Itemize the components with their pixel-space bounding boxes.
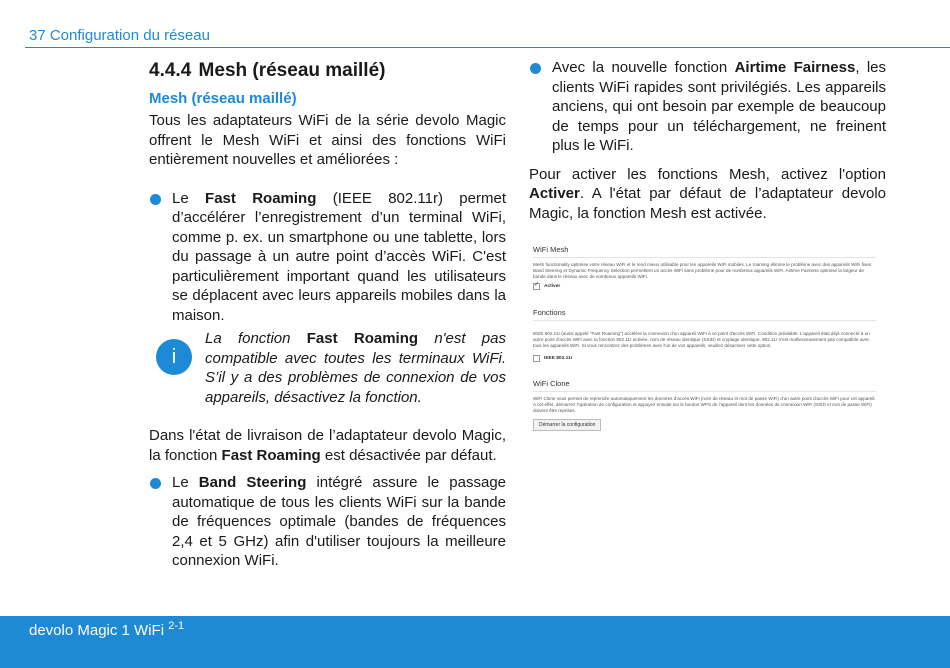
bullet-keyword: Airtime Fairness [734, 59, 856, 76]
wifi-mesh-heading: WiFi Mesh [533, 245, 569, 254]
bullet-text: Avec la nouvelle fonction [552, 59, 735, 76]
ieee-label: IEEE 802.11r [544, 356, 573, 361]
left-column [149, 58, 506, 571]
paragraph-text: Dans l'état de livraison de l’adaptateur devolo Magic, la fonction [149, 427, 506, 464]
footer-product-name: devolo Magic 1 WiFi [29, 622, 165, 639]
bullet-airtime-fairness [529, 58, 886, 156]
info-text: La fonction [205, 330, 307, 347]
activate-paragraph [529, 165, 886, 224]
page-footer [0, 616, 950, 668]
header-divider [25, 47, 950, 48]
wifi-mesh-description: Mesh functionality optimise votre réseau WiFi et le rend mieux utilisable pour les appareils WiFi mobiles. Le roaming élimine le problème avec des appareils WiFi fixes. Band Steering et Dynamic Frequency Selection permettent un accès WiFi sans problème pour de nombreux appareils WiFi. Airtime Fairness optimise la largeur de bande dans le réseau avec de nombreux appareils WiFi. [533, 262, 873, 279]
footer-version: 2-1 [168, 620, 185, 632]
activer-label: Activer [544, 284, 561, 289]
divider [533, 391, 876, 392]
bullet-dot-icon [150, 194, 161, 205]
info-icon: i [156, 339, 192, 375]
checkbox-checked-icon[interactable] [533, 283, 540, 290]
fonctions-heading: Fonctions [533, 308, 566, 317]
right-column [529, 58, 886, 223]
wifi-clone-heading: WiFi Clone [533, 379, 570, 388]
info-note [149, 329, 506, 407]
section-heading [149, 58, 506, 84]
wifi-clone-description: WiFi Clone vous permet de reprendre automatiquement les données d'accès WiFi (nom de réseau et mot de passe WiFi) d'un autre point d'accès WiFi pour cet appareil. A cet effet, démarrez l'opération de configuration et appuyez ensuite sur le bouton WPS de l'appareil dont les données de connexion WiFi (SSID et mot de passe WiFi) doivent être reprises. [533, 396, 876, 413]
section-title: Mesh (réseau maillé) [198, 60, 386, 81]
bullet-keyword: Band Steering [198, 474, 307, 491]
page-header [0, 0, 950, 48]
paragraph-keyword: Fast Roaming [221, 446, 321, 464]
info-text: n'est pas compatible avec toutes les terminaux WiFi. S’il y a des problèmes de connexion de vos appareils, désactivez la fonction. [205, 330, 506, 406]
divider [533, 320, 876, 321]
checkbox-unchecked-icon[interactable] [533, 355, 540, 362]
footer-product [29, 620, 184, 639]
bullet-dot-icon [150, 478, 161, 489]
ui-screenshot [533, 245, 876, 460]
bullet-dot-icon [530, 63, 541, 74]
paragraph-text: . A l'état par défaut de l’adaptateur devolo Magic, la fonction Mesh est activée. [529, 185, 886, 222]
bullet-text: (IEEE 802.11r) permet d’accélérer l’enregistrement d’un terminal WiFi, comme p. ex. un smartphone ou une tablette, lors du passage à un autre point d’accès WiFi. C'est particulièrement important quand les utilisateurs se déplacent avec leurs appareils mobiles dans la maison. [172, 189, 506, 324]
delivery-paragraph [149, 426, 506, 465]
paragraph-text: Pour activer les fonctions Mesh, activez l'option [529, 165, 886, 183]
divider [533, 257, 876, 258]
activer-checkbox[interactable] [533, 283, 876, 290]
running-header: 37 Configuration du réseau [29, 27, 210, 44]
bullet-text: Le [172, 474, 199, 491]
ieee-80211r-checkbox[interactable] [533, 355, 876, 362]
bullet-text: intégré assure le passage automatique de tous les clients WiFi sur la bande de fréquences optimale (bandes de fréquences 2,4 et 5 GHz) afin d'utiliser toujours la meilleure connexion WiFi. [172, 474, 506, 569]
paragraph-keyword: Activer [529, 185, 580, 202]
section-number: 4.4.4 [149, 60, 192, 81]
bullet-band-steering [149, 473, 506, 571]
bullet-text: Le [172, 189, 206, 207]
bullet-text: , les clients WiFi rapides sont privilégiés. Les appareils anciens, qui ont besoin par exemple de beaucoup de temps pour un téléchargement, ne freinent plus le WiFi. [552, 59, 887, 154]
subtitle: Mesh (réseau maillé) [149, 90, 297, 107]
bullet-keyword: Fast Roaming [205, 189, 317, 207]
paragraph-text: est désactivée par défaut. [320, 446, 497, 464]
start-configuration-button[interactable]: Démarrer la configuration [533, 419, 601, 431]
info-keyword: Fast Roaming [306, 330, 419, 347]
fonctions-description: IEEE 802.11r (aussi appelé "Fast Roaming") accélère la connexion d'un appareil WiFi à ce point d'accès WiFi. Condition préalable: L'appareil était déjà connecté à un autre point d'accès WiFi avec la fonction 802.11r activée, nom de réseau identique (SSID) et cryptage identique. 802.11r n'est malheureusement pas compatible avec tous les appareils WiFi. Si vous rencontrez des problèmes avec l'un de vos appareils, veuillez désactiver cette option. [533, 331, 870, 348]
intro-paragraph: Tous les adaptateurs WiFi de la série devolo Magic offrent le Mesh WiFi et ainsi des fonctions WiFi entièrement nouvelles et améliorées : [149, 112, 506, 168]
bullet-fast-roaming [149, 189, 506, 326]
